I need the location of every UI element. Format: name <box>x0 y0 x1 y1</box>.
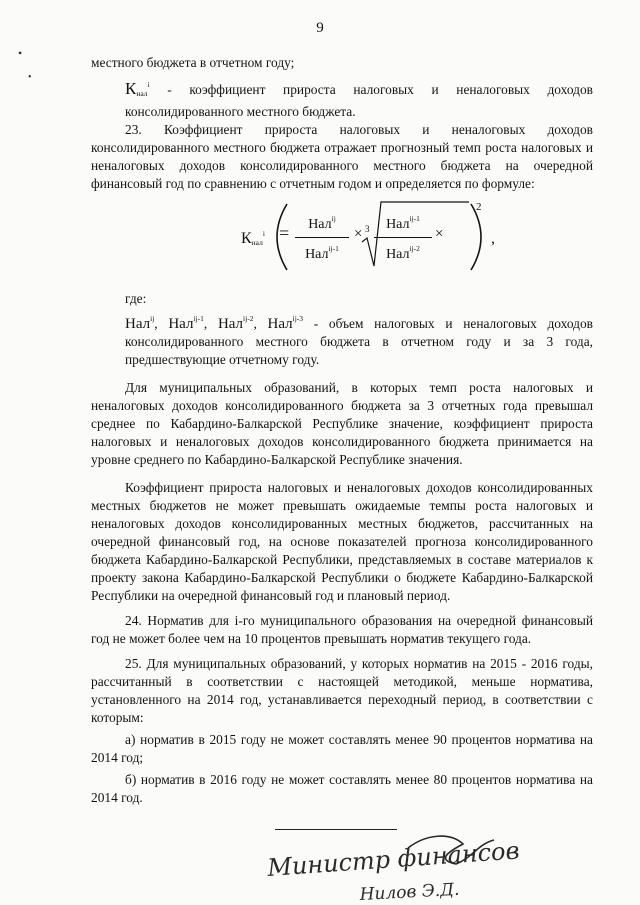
where-label: где: <box>125 291 147 306</box>
formula-lhs: $К_{нал}^i$ <box>241 229 265 247</box>
k-definition-text: - коэффициент прироста налоговых и неналоговых доходов консолидированного местного бюджета. <box>125 82 593 119</box>
times-sign: × <box>354 226 363 242</box>
variables-definition: Нал$^{ij}$, Нал$^{ij-1}$, Нал$^{ij-2}$, Нал$^{ij-3}$ - объем налоговых и неналоговых доходов консолидированного местного бюджета в отчетном году и за 3 года, предшествующие отчетному году. <box>125 314 593 367</box>
paragraph-coefficient: Коэффициент прироста налоговых и неналоговых доходов консолидированных местных бюджетов не может превышать ожидаемые темпы роста налоговых и неналоговых доходов консолидированных местных бюджетов, рассчитанных на очередной финансовый год, на основе показателей прогноза консолидированного бюджета Кабардино-Балкарской Республики, представляемых в составе материалов к проекту закона Кабардино-Балкарской Республики о бюджете Кабардино-Балкарской Республики на очередной финансовый год и плановый период. <box>91 480 593 603</box>
k-subscript: нал <box>136 89 148 98</box>
item-b: б) норматив в 2016 году не может составлять менее 80 процентов норматива на 2014 год. <box>91 772 593 805</box>
paragraph-24: 24. Норматив для i-го муниципального образования на очередной финансовый год не может более чем на 10 процентов превышать норматив текущего года. <box>91 613 593 646</box>
scan-mark: • <box>18 46 23 60</box>
svg-text:Министр финансов: Министр финансов <box>266 836 521 882</box>
paragraph-continuation: местного бюджета в отчетном году; <box>91 55 295 70</box>
scan-mark: • <box>28 72 32 83</box>
item-a: а) норматив в 2015 году не может составлять менее 90 процентов норматива на 2014 год; <box>91 732 593 765</box>
exponent: 2 <box>476 201 482 213</box>
formula-comma: , <box>491 230 495 247</box>
page-number: 9 <box>316 20 324 36</box>
k-superscript: i <box>147 80 150 89</box>
formula <box>91 198 593 276</box>
equals-sign: = <box>279 223 290 243</box>
fraction-1: Нал$^{ij}$ Нал$^{ij-1}$ <box>295 210 349 264</box>
root-index: 3 <box>365 224 370 234</box>
fraction-2: Нал$^{ij-1}$ Нал$^{ij-2}$ <box>374 210 432 264</box>
handwritten-signature <box>258 830 588 905</box>
paragraph-municipal: Для муниципальных образований, в которых темп роста налоговых и неналоговых доходов консолидированного бюджета за 3 отчетных года превышал среднее по Кабардино-Балкарской Республике значение, коэффициент прироста налоговых и неналоговых доходов консолидированного бюджета принимается на уровне среднего по Кабардино-Балкарской Республике значения. <box>91 380 593 467</box>
svg-text:Нилов Э.Д.: Нилов Э.Д. <box>359 879 460 905</box>
paragraph-23: 23. Коэффициент прироста налоговых и неналоговых доходов консолидированного местного бюджета отражает прогнозный темп роста налоговых и неналоговых доходов консолидированного местного бюджета на очередной финансовый год по сравнению с отчетным годом и определяется по формуле: <box>91 122 593 191</box>
times-sign: × <box>435 226 444 242</box>
k-symbol: К <box>125 79 137 98</box>
paragraph-25: 25. Для муниципальных образований, у которых норматив на 2015 - 2016 годы, рассчитанный в соответствии с настоящей методикой, меньше норматива, установленного на 2014 год, устанавливается переходный период, в соответствии с которым: <box>91 656 593 725</box>
k-definition <box>91 76 593 121</box>
document-body <box>91 54 593 807</box>
